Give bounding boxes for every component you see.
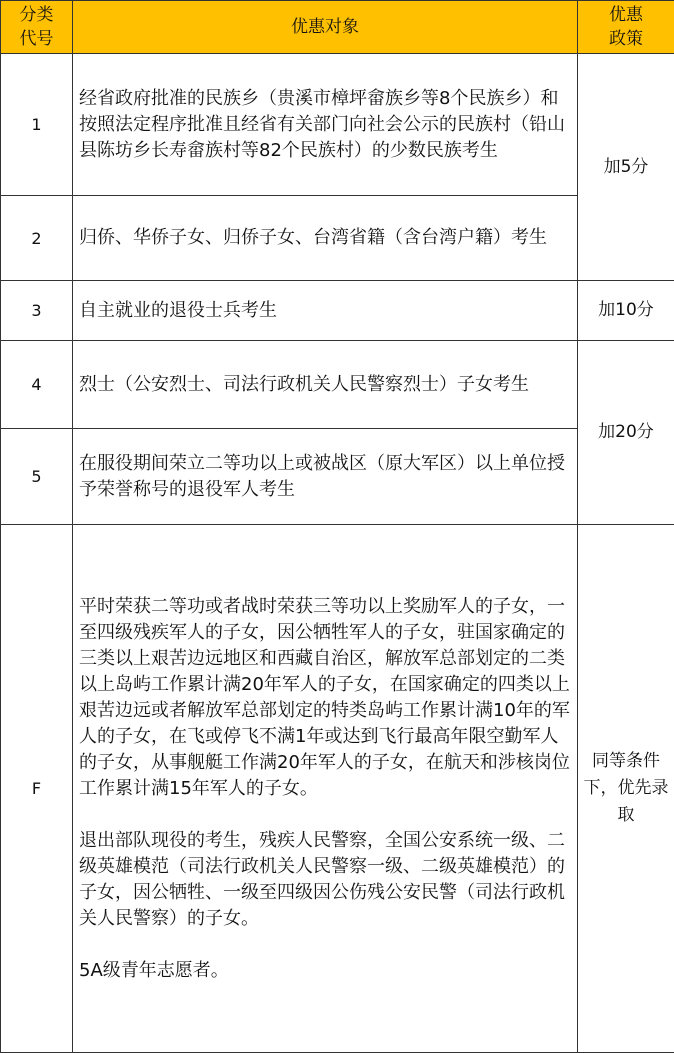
row-target xyxy=(73,525,578,1053)
policy-cell: 加5分 xyxy=(578,54,674,281)
policy-cell: 加20分 xyxy=(578,341,674,525)
row-code: 3 xyxy=(1,281,73,341)
paragraph: 平时荣获二等功或者战时荣获三等功以上奖励军人的子女，一至四级残疾军人的子女，因公牺牲军人的子女，驻国家确定的三类以上艰苦边远地区和西藏自治区，解放军总部划定的二类以上岛屿工作累计满20年军人的子女，在国家确定的四类以上艰苦边远或者解放军总部划定的特类岛屿工作累计满10年的军人的子女，在飞或停飞不满1年或达到飞行最高年限空勤军人的子女，从事舰艇工作满20年军人的子女，在航天和涉核岗位工作累计满15年军人的子女。 xyxy=(79,595,570,799)
row-code: F xyxy=(1,525,73,1053)
row-target: 在服役期间荣立二等功以上或被战区（原大军区）以上单位授予荣誉称号的退役军人考生 xyxy=(73,429,578,525)
row-code: 4 xyxy=(1,341,73,429)
table-row xyxy=(1,429,674,525)
row-target: 自主就业的退役士兵考生 xyxy=(73,281,578,341)
paragraph: 退出部队现役的考生，残疾人民警察，全国公安系统一级、二级英雄模范（司法行政机关人民警察一级、二级英雄模范）的子女，因公牺牲、一级至四级因公伤残公安民警（司法行政机关人民警察）的子女。 xyxy=(79,829,565,929)
table-row xyxy=(1,54,674,196)
header-code-label: 分类 代号 xyxy=(19,5,54,49)
header-code xyxy=(1,1,73,54)
table-row xyxy=(1,525,674,1053)
table-row xyxy=(1,281,674,341)
table-row xyxy=(1,196,674,281)
row-code: 2 xyxy=(1,196,73,281)
header-target-label: 优惠对象 xyxy=(291,17,359,37)
row-target: 烈士（公安烈士、司法行政机关人民警察烈士）子女考生 xyxy=(73,341,578,429)
policy-cell: 同等条件下，优先录取 xyxy=(578,525,674,1053)
row-code: 5 xyxy=(1,429,73,525)
paragraph: 5A级青年志愿者。 xyxy=(79,959,229,981)
table-header-row xyxy=(1,1,674,54)
row-target: 经省政府批准的民族乡（贵溪市樟坪畲族乡等8个民族乡）和按照法定程序批准且经省有关部门向社会公示的民族村（铅山县陈坊乡长寿畲族村等82个民族村）的少数民族考生 xyxy=(73,54,578,196)
row-target: 归侨、华侨子女、归侨子女、台湾省籍（含台湾户籍）考生 xyxy=(73,196,578,281)
header-policy xyxy=(578,1,674,54)
header-policy-label: 优惠 政策 xyxy=(609,5,643,49)
policy-cell: 加10分 xyxy=(578,281,674,341)
row-code: 1 xyxy=(1,54,73,196)
header-target xyxy=(73,1,578,54)
table-row xyxy=(1,341,674,429)
